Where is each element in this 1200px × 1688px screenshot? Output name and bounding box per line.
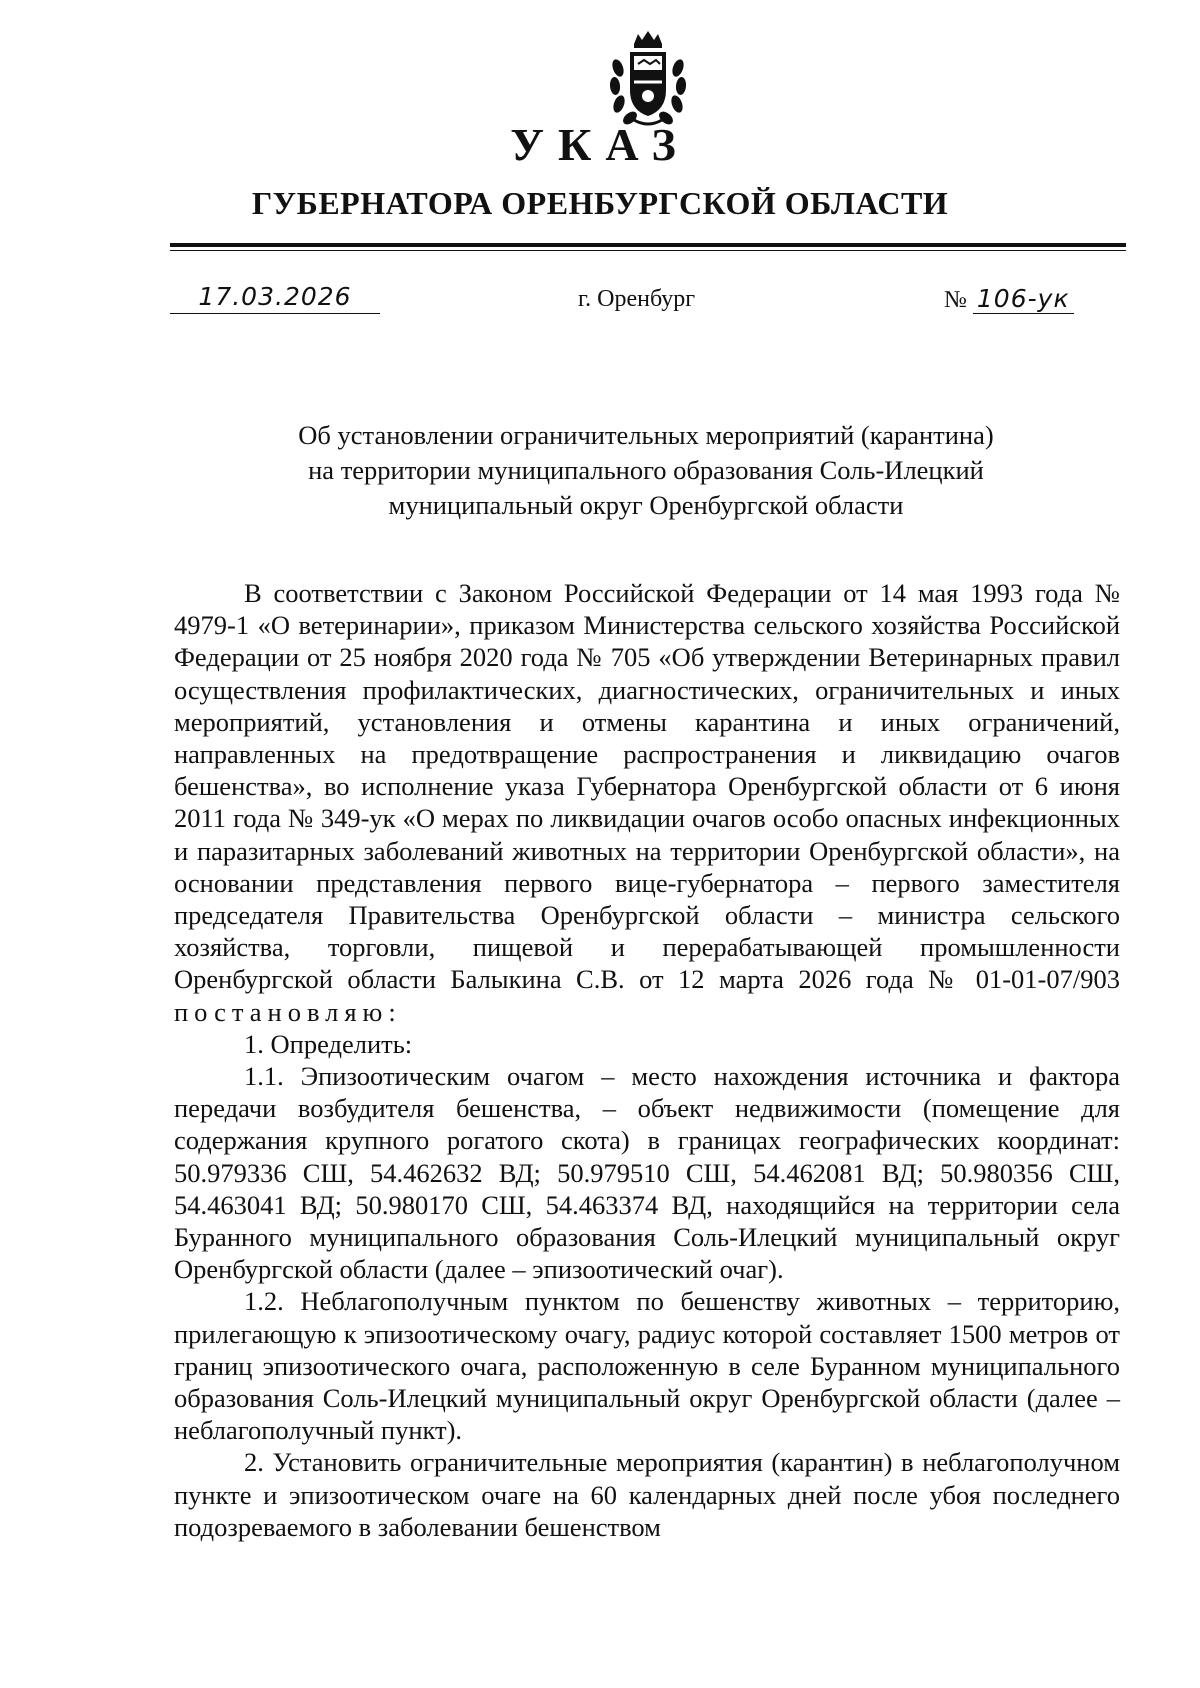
decree-number-field — [944, 284, 1074, 314]
heading-line: на территории муниципального образования Соль-Илецкий — [308, 455, 984, 485]
preamble-paragraph — [174, 577, 1120, 1028]
number-sign: № — [944, 287, 967, 313]
clause-2: 2. Установить ограничительные мероприятия (карантин) в неблагополучном пункте и эпизоотическом очаге на 60 календарных дней после убоя последнего подозреваемого в заболевании бешенством — [174, 1447, 1120, 1542]
issuer-title: ГУБЕРНАТОРА ОРЕНБУРГСКОЙ ОБЛАСТИ — [251, 185, 949, 221]
header-divider-thick — [170, 243, 1126, 247]
document-heading — [170, 418, 1122, 523]
header-divider-thin — [170, 250, 1126, 251]
coat-of-arms-emblem — [604, 28, 692, 128]
decree-body — [174, 577, 1120, 1543]
decree-keyword: постановляю: — [174, 996, 402, 1027]
heading-line: Об установлении ограничительных мероприятий (карантина) — [298, 420, 994, 450]
decree-number: 106-ук — [973, 284, 1074, 314]
decree-date-field — [170, 282, 380, 314]
decree-date: 17.03.2026 — [198, 282, 352, 311]
clause-1: 1. Определить: — [244, 1028, 413, 1059]
heading-line: муниципальный округ Оренбургской области — [388, 490, 904, 520]
decree-title: УКАЗ — [510, 119, 690, 170]
clause-1-2: 1.2. Неблагополучным пунктом по бешенству животных – территорию, прилегающую к эпизоотическому очагу, радиус которой составляет 1500 метров от границ эпизоотического очага, расположенную в селе Буранном муниципального образования Соль-Илецкий муниципальный округ Оренбургской области (далее – неблагополучный пункт). — [174, 1286, 1120, 1446]
preamble-text: В соответствии с Законом Российской Федерации от 14 мая 1993 года № 4979-1 «О ветеринарии», приказом Министерства сельского хозяйства Российской Федерации от 25 ноября 2020 года № 705 «Об утверждении Ветеринарных правил осуществления профилактических, диагностических, ограничительных и иных мероприятий, установления и отмены карантина и иных ограничений, направленных на предотвращение распространения и ликвидацию очагов бешенства», во исполнение указа Губернатора Оренбургской области от 6 июня 2011 года № 349-ук «О мерах по ликвидации очагов особо опасных инфекционных и паразитарных заболеваний животных на территории Оренбургской области», на основании представления первого вице-губернатора – первого заместителя председателя Правительства Оренбургской области – министра сельского хозяйства, торговли, пищевой и перерабатывающей промышленности Оренбургской области Балыкина С.В. от 12 марта 2026 года № 01-01-07/903 — [174, 578, 1120, 995]
city-name: г. Оренбург — [578, 286, 696, 312]
clause-1-1: 1.1. Эпизоотическим очагом – место нахождения источника и фактора передачи возбудителя бешенства, – объект недвижимости (помещение для содержания крупного рогатого скота) в границах географических координат: 50.979336 СШ, 54.462632 ВД; 50.979510 СШ, 54.462081 ВД; 50.980356 СШ, 54.463041 ВД; 50.980170 СШ, 54.463374 ВД, находящийся на территории села Буранного муниципального образования Соль-Илецкий муниципальный округ Оренбургской области (далее – эпизоотический очаг). — [174, 1061, 1120, 1285]
